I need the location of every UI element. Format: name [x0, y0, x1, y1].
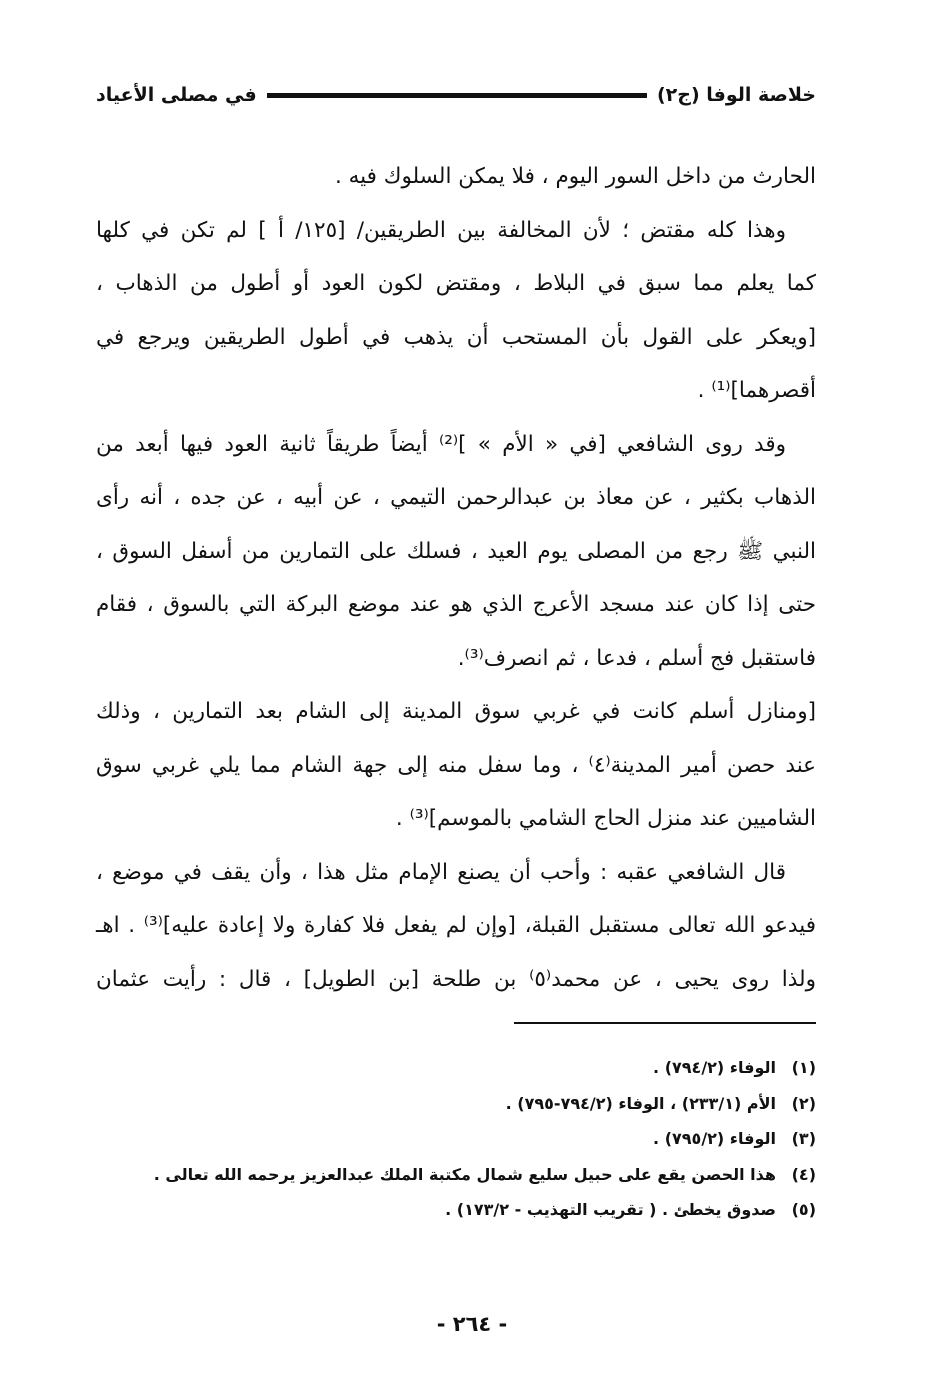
- footnote-text: الأم (٢٣٣/١) ، الوفاء (٧٩٤/٢-٧٩٥) .: [505, 1093, 776, 1113]
- text-line: قال الشافعي عقبه : وأحب أن يصنع الإمام مثل هذا ، وأن يقف في موضع ،: [96, 859, 786, 885]
- main-text: [96, 150, 816, 1006]
- footnote-text: صدوق يخطئ . ( تقريب التهذيب - ١٧٣/٢) .: [445, 1200, 776, 1219]
- footnote-number: (١): [791, 1058, 816, 1077]
- footnote-number: (٥): [791, 1200, 816, 1219]
- text-line: أقصرهما]⁽¹⁾ .: [697, 378, 816, 403]
- text-line: كما يعلم مما سبق في البلاط ، ومقتض لكون العود أو أطول من الذهاب ،: [96, 271, 816, 296]
- text-line: الذهاب بكثير ، عن معاذ بن عبدالرحمن التيمي ، عن أبيه ، عن جده ، أنه رأى: [96, 485, 816, 510]
- footnote-text: هذا الحصن يقع على حبيل سليع شمال مكتبة الملك عبدالعزيز يرحمه الله تعالى .: [153, 1164, 776, 1184]
- running-header: [96, 78, 816, 112]
- header-rule: [267, 93, 647, 98]
- header-chapter-title: في مصلى الأعياد: [96, 84, 257, 106]
- footnote-number: (٤): [791, 1164, 816, 1184]
- text-line: حتى إذا كان عند مسجد الأعرج الذي هو عند موضع البركة التي بالسوق ، فقام: [96, 592, 816, 617]
- footnote-text: الوفاء (٧٩٥/٢) .: [653, 1129, 776, 1148]
- footnote: [96, 1157, 816, 1193]
- footnote-separator: [514, 1022, 816, 1024]
- footnote: [96, 1121, 816, 1157]
- page-number: - ٢٦٤ -: [436, 1312, 508, 1336]
- footnote-number: (٣): [791, 1129, 816, 1148]
- text-line: [ومنازل أسلم كانت في غربي سوق المدينة إلى الشام بعد التمارين ، وذلك: [96, 699, 816, 724]
- text-line: فاستقبل فج أسلم ، فدعا ، ثم انصرف⁽³⁾.: [457, 645, 816, 671]
- text-line: وقد روى الشافعي [في « الأم » ]⁽²⁾ أيضاً طريقاً ثانية العود فيها أبعد من: [96, 431, 786, 457]
- footnote-number: (٢): [791, 1093, 816, 1113]
- text-line: الحارث من داخل السور اليوم ، فلا يمكن السلوك فيه .: [334, 164, 816, 189]
- text-line: ولذا روى يحيى ، عن محمد⁽٥⁾ بن طلحة [بن الطويل] ، قال : رأيت عثمان: [96, 966, 816, 992]
- footnotes: [96, 1050, 816, 1228]
- text-line: عند حصن أمير المدينة⁽٤⁾ ، وما سفل منه إلى جهة الشام مما يلي غربي سوق: [96, 752, 817, 778]
- footnote: [96, 1086, 816, 1122]
- footnote: [96, 1192, 816, 1228]
- text-line: وهذا كله مقتض ؛ لأن المخالفة بين الطريقين/ [١٢٥/ أ ] لم تكن في كلها: [96, 217, 786, 243]
- text-line: فيدعو الله تعالى مستقبل القبلة، [وإن لم يفعل فلا كفارة ولا إعادة عليه]⁽³⁾ . اهـ: [96, 913, 816, 938]
- text-line: النبي ﷺ رجع من المصلى يوم العيد ، فسلك على التمارين من أسفل السوق ،: [96, 538, 816, 564]
- header-book-title: خلاصة الوفا (ج٢): [656, 84, 816, 106]
- footnote-text: الوفاء (٧٩٤/٢) .: [653, 1058, 776, 1077]
- text-line: [ويعكر على القول بأن المستحب أن يذهب في أطول الطريقين ويرجع في: [96, 324, 816, 350]
- footnote: [96, 1050, 816, 1086]
- text-line: الشاميين عند منزل الحاج الشامي بالموسم]⁽³⁾ .: [395, 806, 816, 831]
